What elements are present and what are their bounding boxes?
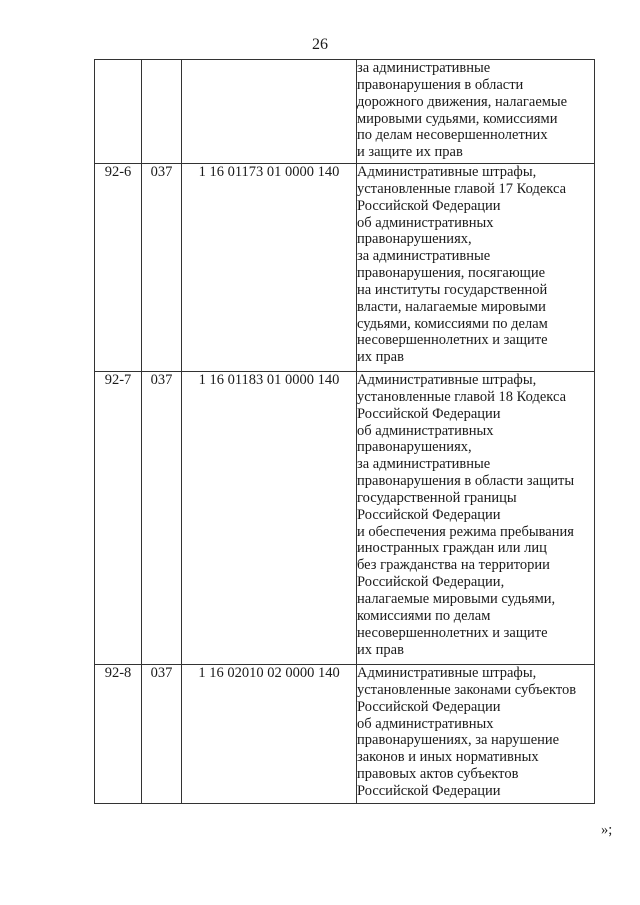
- table-row: [95, 164, 595, 372]
- description-line: несовершеннолетних и защите: [357, 332, 548, 349]
- description-line: об административных: [357, 715, 494, 732]
- description-line: Российской Федерации: [357, 506, 501, 523]
- description-cell: [357, 60, 595, 164]
- description-line: иностранных граждан или лиц: [357, 540, 547, 557]
- description-line: и обеспечения режима пребывания: [357, 523, 574, 540]
- description-line: государственной границы: [357, 489, 517, 506]
- budget-code-cell: 1 16 02010 02 0000 140: [182, 665, 357, 804]
- description-line: правонарушениях,: [357, 231, 472, 248]
- budget-codes-table: [94, 59, 595, 804]
- description-line: и защите их прав: [357, 144, 463, 161]
- description-line: Российской Федерации: [357, 197, 501, 214]
- description-line: мировыми судьями, комиссиями: [357, 110, 558, 127]
- admin-code-cell: 037: [142, 665, 182, 804]
- description-line: на институты государственной: [357, 281, 548, 298]
- row-number-cell: [95, 60, 142, 164]
- description-line: несовершеннолетних и защите: [357, 624, 548, 641]
- budget-code-cell: [182, 60, 357, 164]
- description-line: Административные штрафы,: [357, 164, 537, 180]
- description-line: правонарушения в области: [357, 76, 524, 93]
- description-cell: [357, 665, 595, 804]
- description-line: законов и иных нормативных: [357, 749, 539, 766]
- description-line: об административных: [357, 422, 494, 439]
- row-number-cell: 92-8: [95, 665, 142, 804]
- description-line: правонарушения, посягающие: [357, 265, 546, 282]
- description-line: Административные штрафы,: [357, 372, 537, 388]
- table-row: [95, 665, 595, 804]
- row-number-cell: 92-6: [95, 164, 142, 372]
- description-line: власти, налагаемые мировыми: [357, 298, 546, 315]
- description-line: Административные штрафы,: [357, 665, 537, 681]
- closing-quote-mark: »;: [601, 822, 613, 838]
- row-number-cell: 92-7: [95, 372, 142, 665]
- admin-code-cell: 037: [142, 372, 182, 665]
- description-line: Российской Федерации: [357, 405, 501, 422]
- description-line: об административных: [357, 214, 494, 231]
- budget-code-cell: 1 16 01173 01 0000 140: [182, 164, 357, 372]
- table-row: [95, 60, 595, 164]
- admin-code-cell: [142, 60, 182, 164]
- description-line: установленные главой 17 Кодекса: [357, 180, 567, 197]
- description-line: их прав: [357, 641, 404, 658]
- description-line: дорожного движения, налагаемые: [357, 93, 568, 110]
- description-line: комиссиями по делам: [357, 607, 491, 624]
- description-line: установленные главой 18 Кодекса: [357, 388, 567, 405]
- description-line: судьями, комиссиями по делам: [357, 315, 548, 332]
- description-line: Российской Федерации: [357, 782, 501, 799]
- description-line: за административные: [357, 456, 491, 473]
- page-number: 26: [312, 36, 328, 53]
- admin-code-cell: 037: [142, 164, 182, 372]
- description-line: правонарушениях,: [357, 439, 472, 456]
- description-line: Российской Федерации,: [357, 574, 505, 591]
- description-line: налагаемые мировыми судьями,: [357, 590, 556, 607]
- description-line: правовых актов субъектов: [357, 766, 519, 783]
- budget-code-cell: 1 16 01183 01 0000 140: [182, 372, 357, 665]
- description-line: установленные законами субъектов: [357, 681, 577, 698]
- description-line: их прав: [357, 349, 404, 366]
- description-line: за административные: [357, 248, 491, 265]
- description-line: по делам несовершеннолетних: [357, 127, 548, 144]
- description-cell: [357, 164, 595, 372]
- description-line: правонарушениях, за нарушение: [357, 732, 560, 749]
- description-line: Российской Федерации: [357, 698, 501, 715]
- description-line: правонарушения в области защиты: [357, 473, 575, 490]
- table-row: [95, 372, 595, 665]
- description-line: за административные: [357, 60, 491, 76]
- description-cell: [357, 372, 595, 665]
- description-line: без гражданства на территории: [357, 557, 550, 574]
